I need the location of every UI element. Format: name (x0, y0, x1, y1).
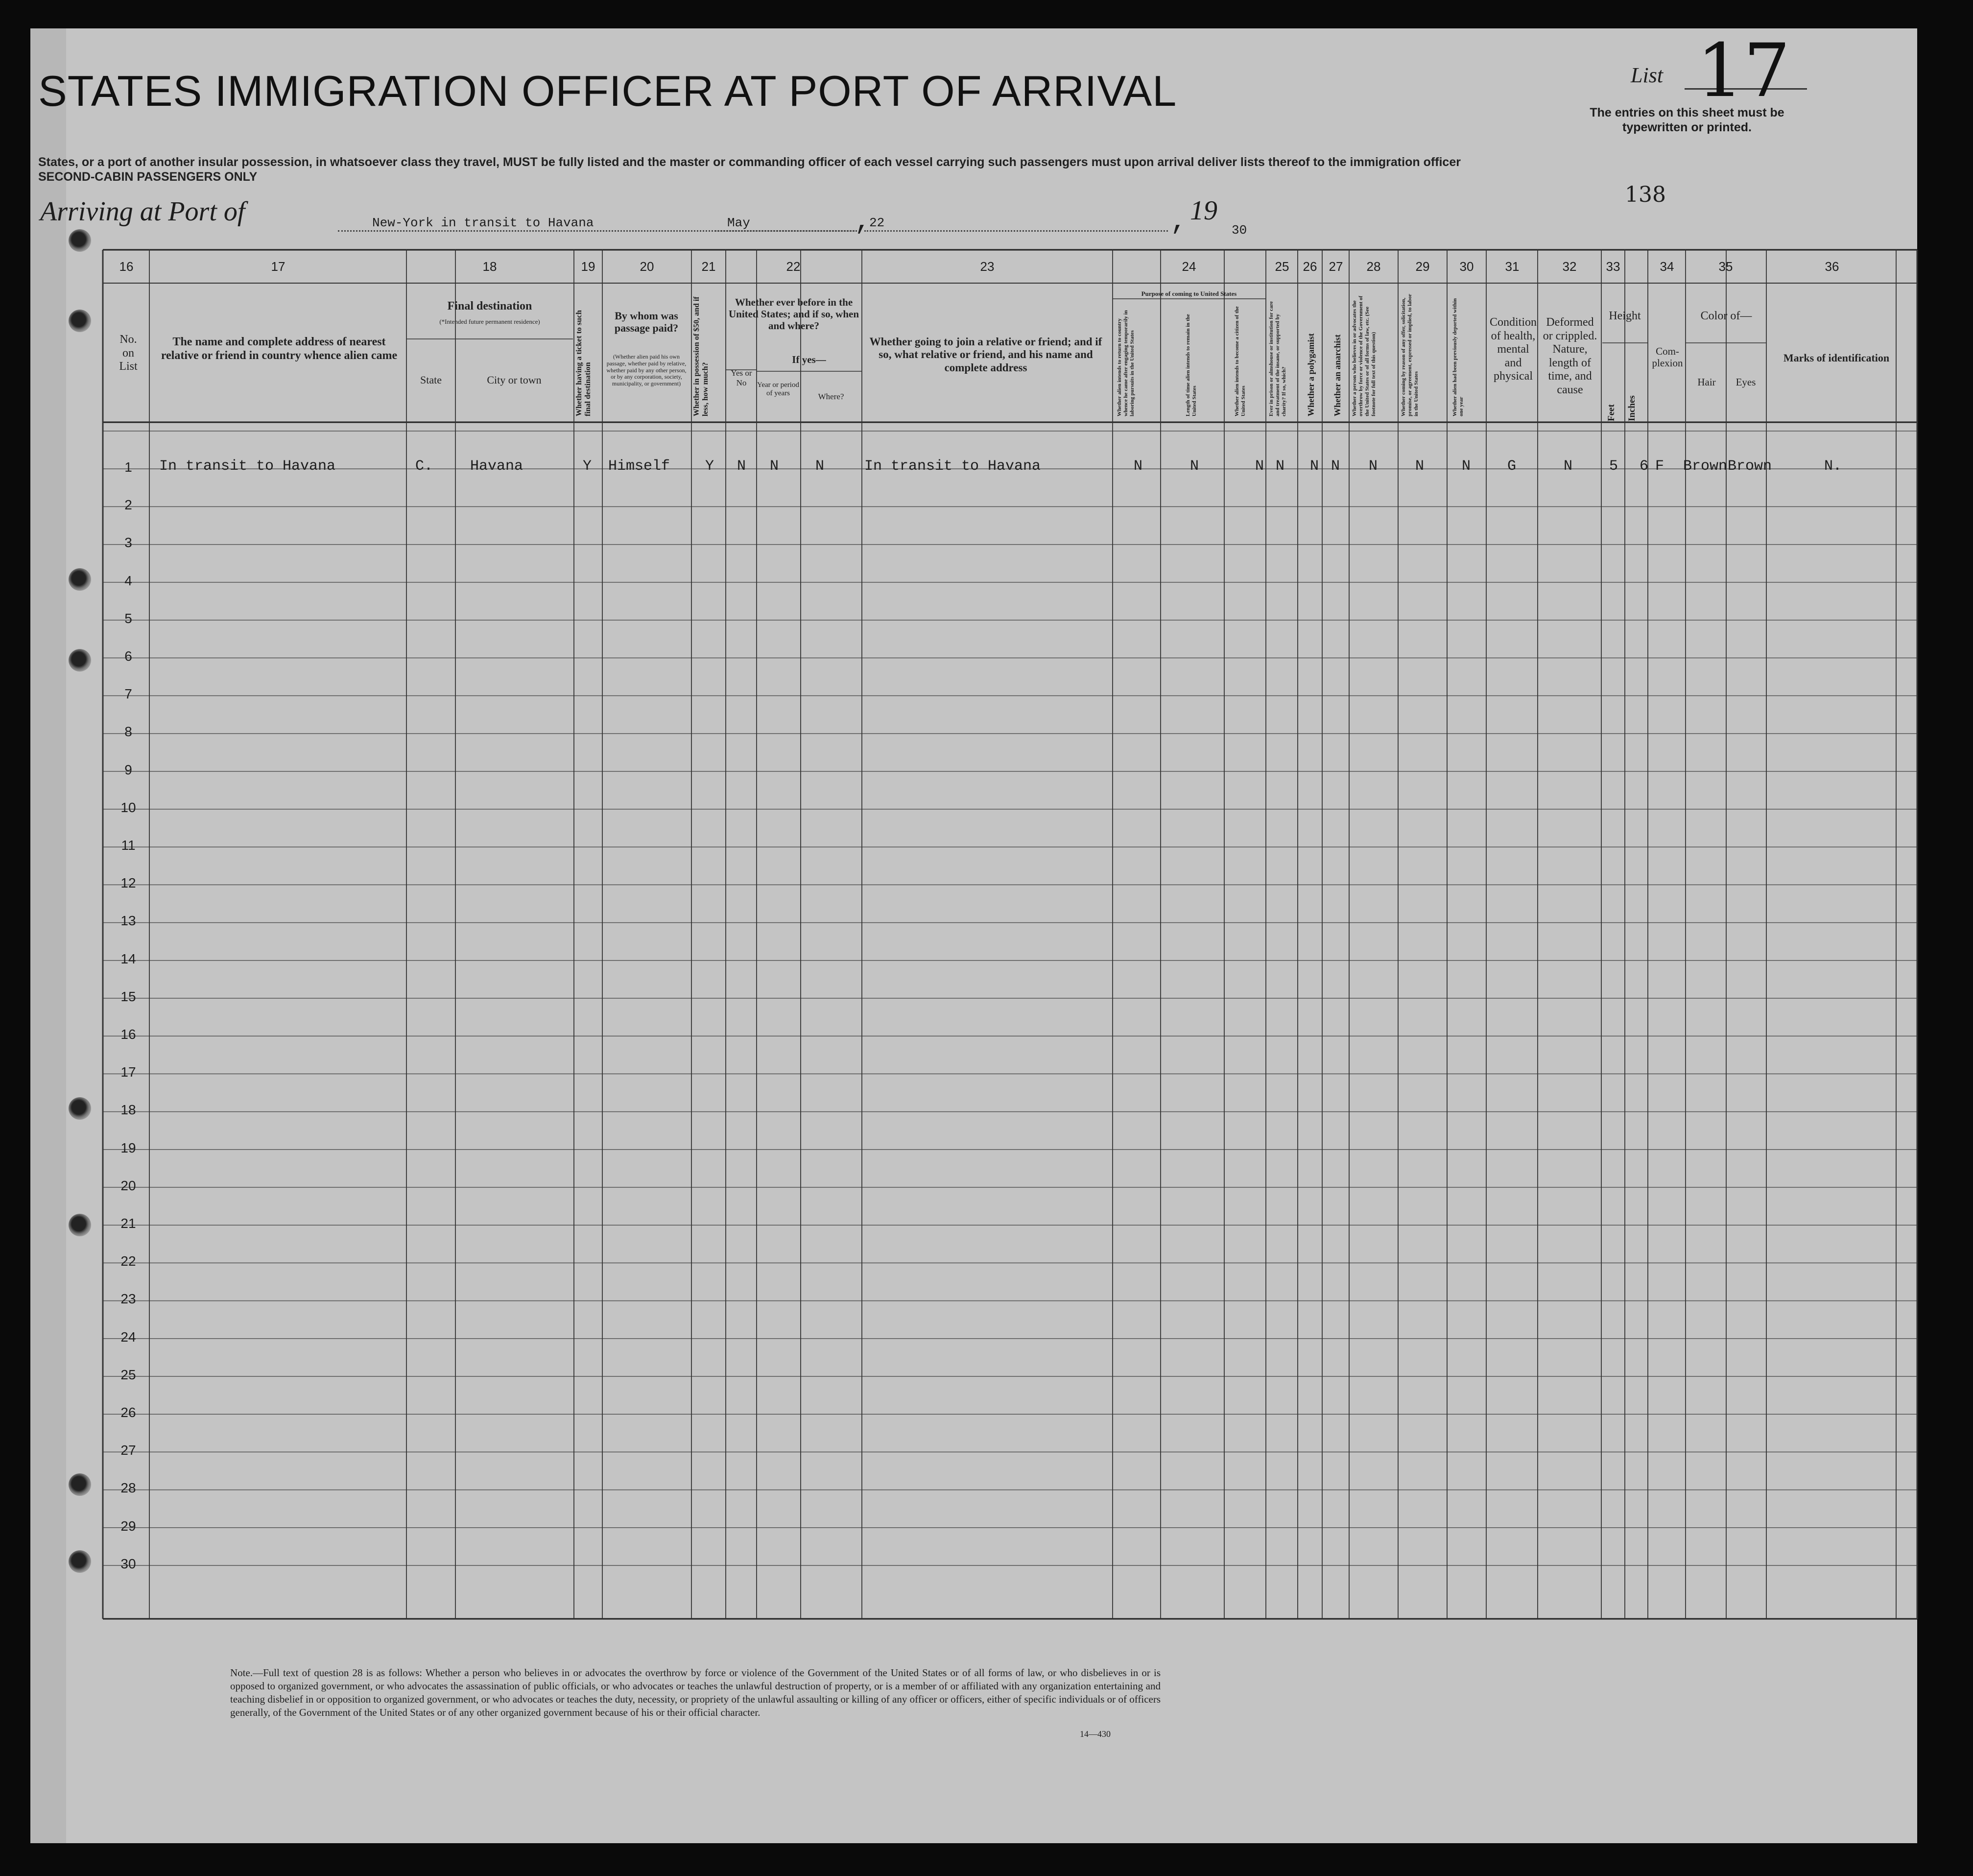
header-col20-note: (Whether alien paid his own passage, whether paid by relative, whether paid by any other person, or by any corporation, society, municipality, or government) (606, 353, 687, 387)
typewritten-notice: The entries on this sheet must be typewritten or printed. (1590, 106, 1784, 134)
column-number: 24 (1182, 259, 1196, 274)
row-number: 8 (124, 724, 132, 740)
header-col33-inches: Inches (1627, 395, 1637, 421)
year-value: 30 (1232, 223, 1247, 238)
row-number: 9 (124, 762, 132, 777)
header-col36: Marks of identification (1783, 352, 1890, 364)
column-number: 25 (1275, 259, 1289, 274)
column-number: 27 (1329, 259, 1343, 274)
class-line: SECOND-CABIN PASSENGERS ONLY (38, 170, 258, 184)
header-col18-state: State (420, 374, 442, 386)
header-col31: Condition of health, mental and physical (1489, 316, 1537, 383)
comma: , (1170, 206, 1187, 237)
row-number: 28 (120, 1480, 136, 1496)
column-number: 20 (640, 259, 654, 274)
column-number: 16 (119, 259, 134, 274)
century-value: 19 (1190, 195, 1217, 226)
purpose-citizen-cell: N (1255, 458, 1264, 475)
column-number: 17 (271, 259, 285, 274)
instruction-line: States, or a port of another insular possession, in whatsoever class they travel, MUST be fully listed and the master or commanding officer of each vessel carrying such passengers must upon arrival deliver lists thereof to the immigration officer (38, 155, 1461, 169)
header-col24-c: Whether alien intends to become a citizen of the United States (1234, 306, 1246, 416)
deformed-cell: N (1564, 458, 1573, 475)
row-number: 18 (120, 1102, 136, 1118)
column-number: 34 (1660, 259, 1674, 274)
row-number: 11 (121, 838, 136, 853)
before-where-cell: N (815, 458, 825, 475)
row-number: 30 (120, 1556, 136, 1571)
row-number: 10 (120, 799, 136, 815)
header-col22-yesno: Yes or No (731, 368, 752, 387)
day-value: 22 (869, 216, 885, 230)
before-cell: N (737, 458, 746, 475)
header-col25: Ever in prison or almshouse or institution for care and treatment of the insane, or supported by charity? If so, which? (1268, 301, 1287, 416)
header-col29: Whether coming by reason of any offer, solicitation, promise, or agreement, expressed or implied, to labor in the United States (1401, 294, 1419, 416)
row-number: 3 (124, 535, 132, 551)
column-number: 33 (1606, 259, 1620, 274)
footnote-q28: Note.—Full text of question 28 is as follows: Whether a person who believes in or advocates the overthrow by force or violence of the Government of the United States or of all forms of law, or who disbelieves in or is opposed to organized government, or who advocates the assassination of public officials, or who advocates or teaches the unlawful destruction of property, or is a member of or affiliated with any organization entertaining and teaching disbelief in or opposition to organized government, or who advocates or teaches the duty, necessity, or propriety of the unlawful assaulting or killing of any officer or officers, either of specific individuals or of officers generally, of the Government of the United States or of any other organized government because of his or their official character. (230, 1667, 1161, 1718)
port-value: New-York in transit to Havana (372, 216, 594, 230)
header-col35-eyes: Eyes (1735, 376, 1756, 388)
state-cell: C. (415, 458, 433, 475)
header-col20: By whom was passage paid? (614, 310, 679, 335)
header-col19: Whether having a ticket to such final destination (575, 310, 592, 416)
row-number: 1 (124, 459, 132, 475)
city-cell: Havana (470, 458, 523, 475)
row-number: 21 (120, 1216, 136, 1231)
row-number: 16 (120, 1027, 136, 1042)
inches-cell: 6 (1640, 458, 1649, 475)
header-col30: Whether alien had been previously deported within one year (1452, 298, 1464, 416)
header-col35: Color of— (1700, 310, 1752, 322)
header-col17: The name and complete address of nearest relative or friend in country whence alien came (161, 336, 398, 362)
row-number: 22 (120, 1253, 136, 1269)
column-number: 31 (1505, 259, 1520, 274)
header-col32: Deformed or crippled. Nature, length of time, and cause (1543, 316, 1597, 396)
column-number: 36 (1825, 259, 1839, 274)
column-number: 23 (980, 259, 995, 274)
column-number: 32 (1562, 259, 1577, 274)
header-col23: Whether going to join a relative or friend; and if so, what relative or friend, and his name and complete address (869, 336, 1102, 374)
relative-cell: In transit to Havana (159, 458, 336, 475)
header-col22-ifyes: If yes— (792, 354, 826, 365)
row-number: 13 (120, 913, 136, 929)
header-col22: Whether ever before in the United States; and if so, when and where? (728, 296, 859, 332)
header-col24-b: Length of time alien intends to remain in the United States (1185, 314, 1197, 416)
header-col21: Whether in possession of $50, and if less, how much? (692, 296, 710, 416)
column-number: 29 (1415, 259, 1430, 274)
header-col18-note: (*Intended future permanent residence) (439, 318, 540, 325)
column-number: 26 (1303, 259, 1317, 274)
column-number: 21 (701, 259, 716, 274)
row-number: 15 (120, 988, 136, 1004)
month-value: May (727, 216, 750, 230)
deported-cell: N (1462, 458, 1471, 475)
header-col22-where: Where? (818, 392, 844, 401)
money-cell: Y (705, 458, 714, 475)
column-number: 30 (1459, 259, 1474, 274)
stamp-number: 138 (1625, 182, 1666, 207)
header-col16: No. on List (119, 333, 138, 373)
row-number: 2 (124, 497, 132, 513)
header-col33: Height (1609, 310, 1641, 322)
column-number: 22 (786, 259, 801, 274)
ticket-cell: Y (583, 458, 592, 475)
marks-cell: N. (1824, 458, 1842, 475)
header-col24: Purpose of coming to United States (1141, 290, 1237, 297)
header-col34: Com- plexion (1652, 345, 1683, 369)
list-label: List (1631, 63, 1664, 87)
hair-cell: Brown (1683, 458, 1728, 475)
column-number: 18 (482, 259, 497, 274)
row-number: 26 (120, 1405, 136, 1420)
header-col22-year: Year or period of years (757, 381, 799, 398)
before-year-cell: N (770, 458, 779, 475)
row-number: 14 (120, 951, 136, 966)
header-col27: Whether an anarchist (1332, 334, 1342, 416)
column-number: 35 (1718, 259, 1733, 274)
list-number: 17 (1697, 28, 1790, 114)
header-col24-a: Whether alien intends to return to country whence he came after engaging temporarily in laboring pursuits in the United States (1117, 310, 1135, 416)
row-number: 27 (120, 1443, 136, 1458)
eyes-cell: Brown (1728, 458, 1772, 475)
row-number: 20 (120, 1178, 136, 1193)
header-col28: Whether a person who believes in or advocates the overthrow by force or violence of the Government of the United States or of all forms of law, etc. (See footnote for full text of this question) (1352, 295, 1377, 416)
join-cell: In transit to Havana (864, 458, 1041, 475)
health-cell: G (1507, 458, 1517, 475)
row-number: 7 (124, 686, 132, 702)
header-col33-feet: Feet (1606, 404, 1616, 421)
row-number: 25 (120, 1367, 136, 1382)
feet-cell: 5 (1609, 458, 1618, 475)
polygamist-cell: N (1310, 458, 1319, 475)
header-col18-city: City or town (487, 374, 542, 386)
row-number: 19 (120, 1140, 136, 1155)
row-number: 23 (120, 1291, 136, 1307)
header-col26: Whether a polygamist (1306, 333, 1316, 416)
row-number: 6 (124, 649, 132, 664)
anarchist-cell: N (1331, 458, 1340, 475)
arriving-label: Arriving at Port of (40, 196, 245, 227)
form-number: 14—430 (1080, 1729, 1111, 1739)
column-number: 19 (581, 259, 595, 274)
q28-cell: N (1369, 458, 1378, 475)
header-col35-hair: Hair (1697, 376, 1716, 388)
form-title: STATES IMMIGRATION OFFICER AT PORT OF ARRIVAL (38, 67, 1177, 115)
row-number: 4 (124, 573, 132, 588)
header-col18: Final destination (447, 300, 532, 313)
q29-cell: N (1415, 458, 1425, 475)
paid-by-cell: Himself (608, 458, 670, 475)
column-number: 28 (1366, 259, 1381, 274)
row-number: 17 (120, 1064, 136, 1080)
row-number: 29 (120, 1518, 136, 1534)
row-number: 12 (120, 875, 136, 891)
comma: , (855, 206, 871, 237)
complexion-cell: F (1655, 458, 1664, 475)
row-number: 24 (120, 1329, 136, 1345)
purpose-return-cell: N (1134, 458, 1143, 475)
purpose-length-cell: N (1190, 458, 1199, 475)
prison-cell: N (1276, 458, 1285, 475)
row-number: 5 (124, 610, 132, 626)
